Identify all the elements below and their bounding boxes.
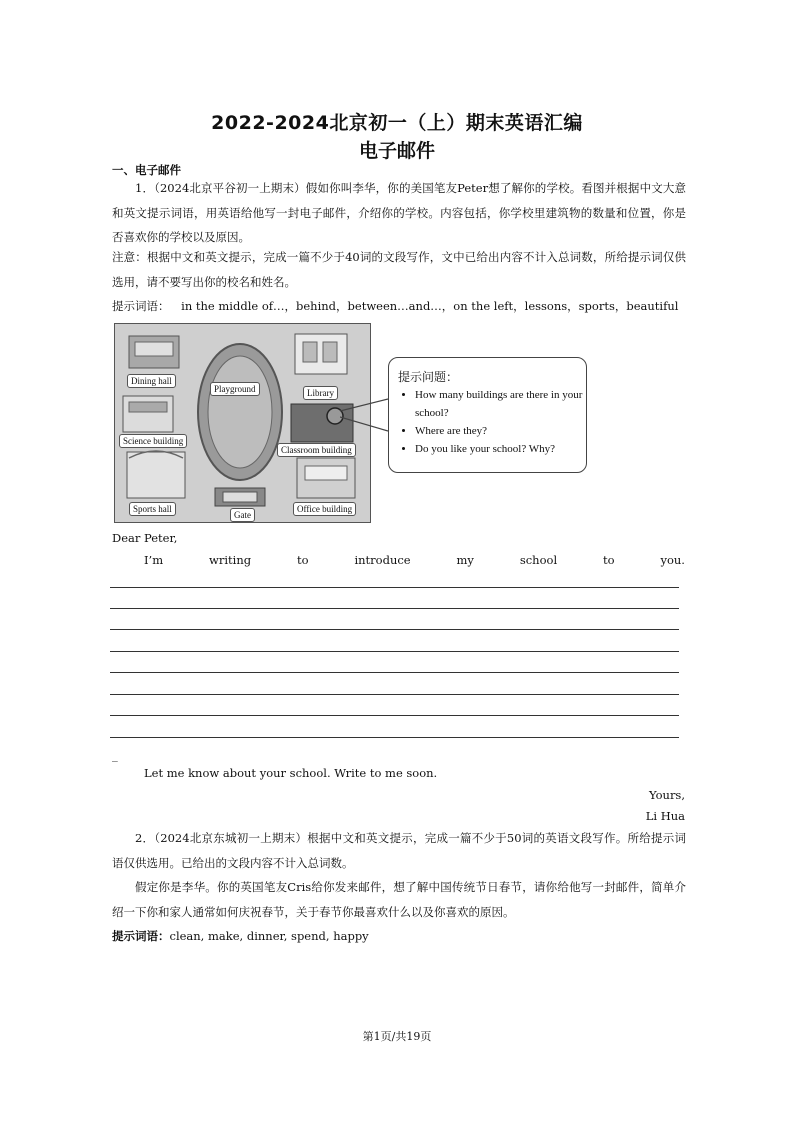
bubble-title: 提示问题：: [398, 370, 459, 384]
hint-questions-bubble: [388, 357, 587, 473]
q2-hint-words: clean, make, dinner, spend, happy: [169, 929, 369, 943]
section-heading: 一、电子邮件: [112, 163, 181, 177]
writing-line[interactable]: [110, 651, 679, 652]
q2-task: 假定你是李华。你的英国笔友Cris给你发来邮件，想了解中国传统节日春节，请你给他写一封邮件，简单介绍一下你和家人通常如何庆祝春节，关于春节你最喜欢什么以及你喜欢的原因。: [112, 880, 686, 919]
writing-dash: _: [112, 748, 118, 762]
bubble-question: • Where are they?: [415, 422, 586, 440]
bubble-question: • Do you like your school? Why?: [415, 440, 586, 458]
bubble-question: • How many buildings are there in your school?: [415, 386, 586, 422]
opening-word: my: [456, 553, 474, 567]
writing-line[interactable]: [110, 715, 679, 716]
page-footer: 第1页/共19页: [362, 1030, 432, 1043]
opening-word: I’m: [144, 553, 164, 567]
opening-word: to: [297, 553, 309, 567]
letter-opening-line: [144, 553, 685, 567]
map-label-playground: Playground: [210, 382, 260, 396]
writing-line[interactable]: [110, 672, 679, 673]
opening-word: to: [603, 553, 615, 567]
q1-hint-label: 提示词语：: [112, 299, 170, 313]
q1-intro: 1．（2024北京平谷初一上期末）假如你叫李华，你的美国笔友Peter想了解你的学校。看图并根据中文大意和英文提示词语，用英语给他写一封电子邮件，介绍你的学校。内容包括，你学校里建筑物的数量和位置，你是否喜欢你的学校以及原因。: [112, 181, 686, 244]
map-label-office: Office building: [293, 502, 356, 516]
bubble-question-list: [397, 386, 586, 458]
school-map-drawing: [115, 324, 370, 522]
writing-line[interactable]: [110, 737, 679, 738]
map-label-classroom: Classroom building: [277, 443, 356, 457]
letter-sign-off: Yours,: [649, 788, 685, 802]
map-label-dining: Dining hall: [127, 374, 176, 388]
q1-hint-words: in the middle of…，behind，between…and…，on the left，lessons，sports，beautiful: [181, 299, 679, 313]
opening-word: writing: [209, 553, 252, 567]
map-label-library: Library: [303, 386, 338, 400]
q1-note: 注意：根据中文和英文提示，完成一篇不少于40词的文段写作，文中已给出内容不计入总词数，所给提示词仅供选用，请不要写出你的校名和姓名。: [112, 250, 686, 289]
letter-greeting: Dear Peter,: [112, 531, 178, 545]
map-label-science: Science building: [119, 434, 187, 448]
q2-intro: 2．（2024北京东城初一上期末）根据中文和英文提示，完成一篇不少于50词的英语文段写作。所给提示词语仅供选用。已给出的文段内容不计入总词数。: [112, 831, 686, 870]
map-label-sports: Sports hall: [129, 502, 176, 516]
page-subtitle: 电子邮件: [358, 140, 435, 162]
bubble-connector: [340, 395, 390, 435]
writing-line[interactable]: [110, 608, 679, 609]
opening-word: introduce: [354, 553, 411, 567]
map-label-gate: Gate: [230, 508, 255, 522]
letter-signature: Li Hua: [645, 809, 685, 823]
q1-hint: [112, 294, 686, 319]
writing-line[interactable]: [110, 629, 679, 630]
school-map-image: [114, 323, 371, 523]
q2-hint: [112, 924, 686, 949]
opening-word: you.: [660, 553, 685, 567]
q2-hint-label: 提示词语：: [112, 929, 170, 943]
writing-line[interactable]: [110, 587, 679, 588]
letter-closing-line: Let me know about your school. Write to me soon.: [144, 766, 438, 780]
page-title: 2022-2024北京初一（上）期末英语汇编: [211, 112, 583, 134]
writing-line[interactable]: [110, 694, 679, 695]
opening-word: school: [519, 553, 558, 567]
